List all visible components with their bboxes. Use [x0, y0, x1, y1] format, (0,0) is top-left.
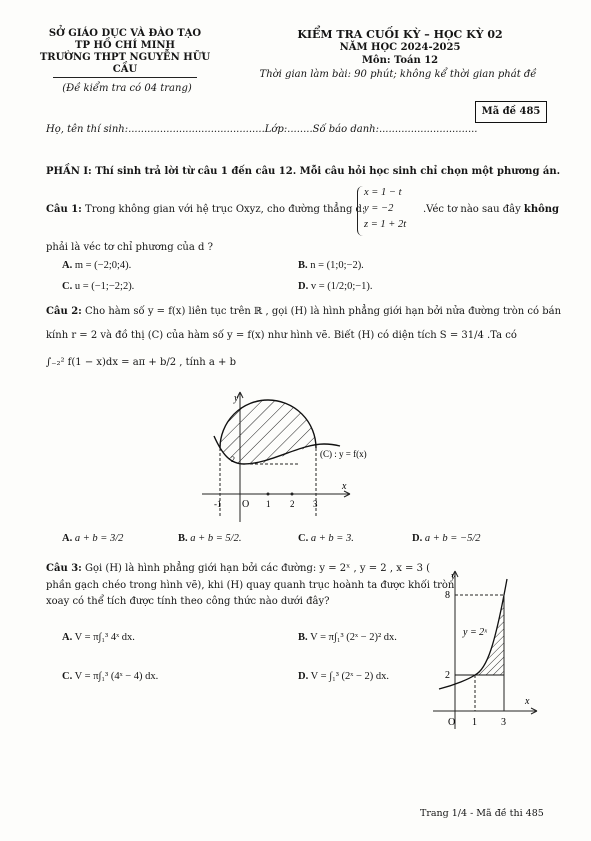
q3-c-label: C. [62, 671, 73, 682]
q1-eq-x: x = 1 − t [364, 187, 402, 198]
q3-line1 [46, 563, 430, 574]
pages-note: (Đề kiểm tra có 04 trang) [62, 83, 192, 94]
q1-option-a [62, 260, 131, 271]
q3-a-text: V = π∫₁³ 4ˣ dx. [74, 632, 135, 643]
q2-line2: kính r = 2 và đồ thị (C) của hàm số y = f(x) như hình vẽ. Biết (H) có diện tích S = 31/4 .Ta có [46, 330, 517, 341]
part1-title: PHẦN I: Thí sinh trả lời từ câu 1 đến câu 12. Mỗi câu hỏi học sinh chỉ chọn một phương án. [46, 166, 561, 177]
q3-b-text: V = π∫₁³ (2ˣ − 2)² dx. [310, 632, 397, 643]
q2-b-label: B. [178, 533, 188, 544]
q3-y-tick-2: 2 [445, 670, 450, 681]
q2-y-tick-2: 2 [231, 455, 235, 464]
q3-line2: phần gạch chéo trong hình vẽ), khi (H) quay quanh trục hoành ta được khối tròn [46, 580, 455, 591]
q1-d-text: v = (1/2;0;−1). [310, 281, 373, 292]
q1-text-bold: không [523, 204, 560, 215]
q3-origin-label: O [448, 717, 456, 728]
q3-option-d [298, 671, 389, 682]
q2-y-label: y [234, 393, 239, 404]
q2-c-label: C. [298, 533, 309, 544]
q1-b-text: n = (1;0;−2). [310, 260, 364, 271]
q1-text-a: Trong không gian với hệ trục Oxyz, cho đường thẳng d: [85, 204, 366, 215]
exam-code-box [475, 101, 547, 123]
q1-c-label: C. [62, 281, 73, 292]
q2-option-d [412, 533, 481, 544]
q3-tick-3: 3 [501, 717, 506, 728]
q2-hatched-region [200, 386, 400, 524]
q2-a-label: A. [62, 533, 73, 544]
q2-a-text: a + b = 3/2 [74, 533, 124, 544]
q2-tick-1 [267, 493, 270, 496]
q2-tick-label-minus1: -1 [214, 499, 222, 509]
q2-label: Câu 2: [46, 306, 82, 317]
time-note: Thời gian làm bài: 90 phút; không kể thời gian phát đề [259, 69, 537, 80]
page-footer: Trang 1/4 - Mã đề thi 485 [420, 808, 544, 819]
q1-a-label: A. [62, 260, 73, 271]
q2-line1 [46, 306, 562, 317]
q3-curve-label: y = 2ˣ [463, 627, 488, 638]
q2-tick-label-2: 2 [290, 499, 295, 509]
q2-option-a [62, 533, 123, 544]
q3-option-b [298, 632, 397, 643]
subject: Môn: Toán 12 [361, 55, 439, 66]
q3-option-c [62, 671, 158, 682]
school-underline [53, 77, 197, 78]
school-year: NĂM HỌC 2024-2025 [339, 42, 461, 53]
city-name: TP HỒ CHÍ MINH [75, 40, 175, 51]
q2-curve-label: (C) : y = f(x) [320, 449, 367, 459]
q3-y-label: y [451, 571, 456, 582]
q1-d-label: D. [298, 281, 309, 292]
q3-line1-text: Gọi (H) là hình phẳng giới hạn bởi các đường: y = 2ˣ , y = 2 , x = 3 ( [85, 563, 431, 574]
q1-eq-y: y = −2 [364, 203, 394, 214]
q3-b-label: B. [298, 632, 308, 643]
q1-line2: phải là véc tơ chỉ phương của d ? [46, 242, 213, 253]
student-info-line: Họ, tên thí sinh:...........................................Lớp:........Số báo danh:............................... [46, 124, 478, 135]
q3-d-label: D. [298, 671, 309, 682]
q2-line1-text: Cho hàm số y = f(x) liên tục trên ℝ , gọi (H) là hình phẳng giới hạn bởi nửa đường tròn có bán [85, 306, 562, 317]
q1-b-label: B. [298, 260, 308, 271]
q1-option-d [298, 281, 373, 292]
q3-x-label: x [525, 696, 530, 707]
q3-d-text: V = ∫₁³ (2ˣ − 2) dx. [310, 671, 389, 682]
q2-x-label: x [342, 481, 347, 492]
q1-option-c [62, 281, 134, 292]
q2-option-b [178, 533, 241, 544]
q3-line3: xoay có thể tích được tính theo công thức nào dưới đây? [46, 596, 330, 607]
q3-tick-1: 1 [472, 717, 477, 728]
exam-title: KIỂM TRA CUỐI KỲ – HỌC KỲ 02 [297, 28, 503, 41]
q2-tick-label-3: 3 [313, 499, 318, 509]
q1-line1-end [423, 204, 559, 215]
exam-code: Mã đề 485 [481, 106, 541, 117]
q2-figure [200, 386, 400, 524]
q1-eq-z: z = 1 + 2t [364, 219, 407, 230]
q1-option-b [298, 260, 364, 271]
q2-origin-label: O [242, 499, 250, 510]
q2-d-label: D. [412, 533, 423, 544]
q1-a-text: m = (−2;0;4). [74, 260, 132, 271]
q2-d-text: a + b = −5/2 [424, 533, 481, 544]
q2-option-c [298, 533, 354, 544]
q2-tick-label-1: 1 [266, 499, 271, 509]
school-name [35, 52, 215, 76]
q3-c-text: V = π∫₁³ (4ˣ − 4) dx. [74, 671, 159, 682]
q2-line3: ∫₋₂² f(1 − x)dx = aπ + b/2 , tính a + b [46, 357, 237, 368]
q1-c-text: u = (−1;−2;2). [74, 281, 135, 292]
q3-figure [433, 565, 543, 733]
q2-b-text: a + b = 5/2. [190, 533, 242, 544]
q2-c-text: a + b = 3. [310, 533, 354, 544]
school-name-text: TRƯỜNG THPT NGUYỄN HỮU CẦU [39, 52, 211, 75]
q1-system [364, 185, 406, 233]
dept-name: SỞ GIÁO DỤC VÀ ĐÀO TẠO [48, 28, 202, 39]
q3-label: Câu 3: [46, 563, 82, 574]
q3-option-a [62, 632, 135, 643]
q3-y-tick-8: 8 [445, 590, 450, 601]
q3-a-label: A. [62, 632, 73, 643]
q1-label: Câu 1: [46, 204, 82, 215]
q2-tick-2 [291, 493, 294, 496]
header-left [35, 28, 215, 76]
q1-text-b: .Véc tơ nào sau đây [423, 204, 521, 215]
q1-line1 [46, 204, 365, 215]
